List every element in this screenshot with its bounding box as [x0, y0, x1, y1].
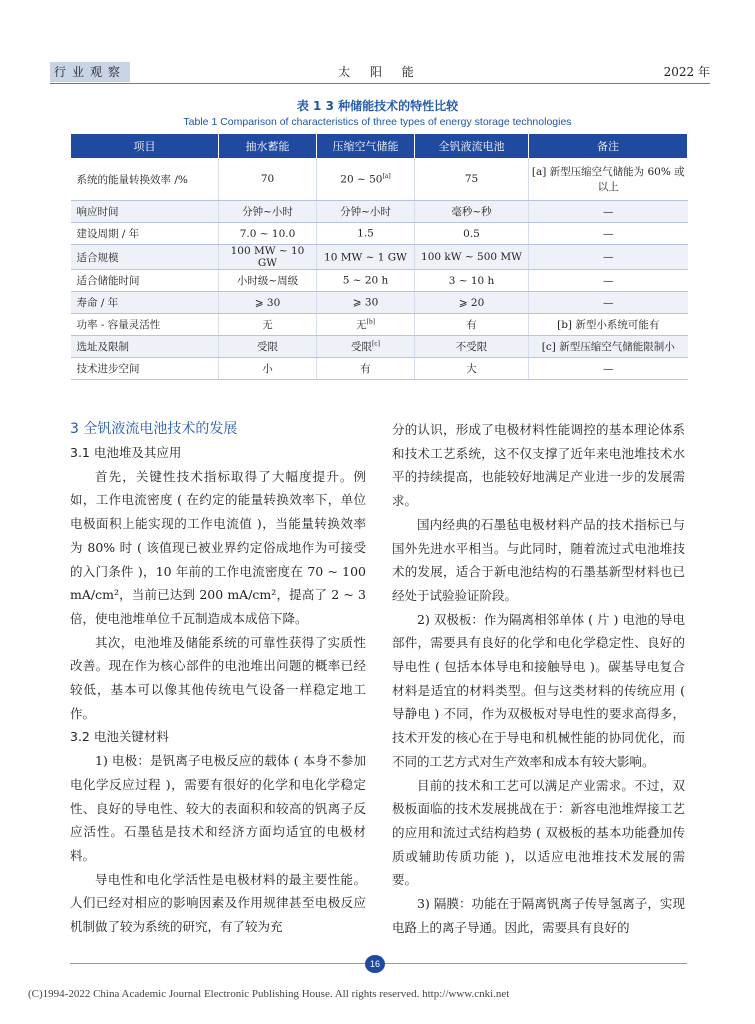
cell-vrfb-text: 大	[466, 363, 477, 375]
cell-item	[71, 270, 219, 292]
cell-pumped	[219, 358, 317, 380]
cell-caes	[317, 292, 415, 314]
cell-note	[529, 158, 688, 201]
cell-item	[71, 336, 219, 358]
cell-caes	[317, 270, 415, 292]
cell-vrfb	[415, 245, 529, 270]
subsection-heading-3-1: 3.1 电池堆及其应用	[70, 445, 182, 460]
cell-caes-text: 5 ~ 20 h	[342, 274, 389, 287]
cell-caes	[317, 201, 415, 223]
paragraph: 3) 隔膜：功能在于隔离钒离子传导氢离子，实现电路上的离子导通。因此，需要具有良好的	[392, 896, 685, 935]
journal-name: 太 阳 能	[338, 65, 422, 79]
cell-vrfb-text: 3 ~ 10 h	[448, 274, 495, 287]
table-row	[71, 223, 688, 245]
table-caption-en: Table 1 Comparison of characteristics of three types of energy storage technologies	[183, 116, 572, 128]
cell-vrfb-text: ⩾ 20	[458, 296, 485, 309]
cell-pumped	[219, 223, 317, 245]
cell-item	[71, 314, 219, 336]
col-header-vrfb: 全钒液流电池	[415, 134, 529, 158]
paragraph: 首先，关键性技术指标取得了大幅度提升。例如，工作电流密度 ( 在约定的能量转换效率下，单位电极面积上能实现的工作电流值 )，当能量转换效率为 80% 时 ( 该值现已被业界约定俗成地作为可接受的入门条件 )，10 年前的工作电流密度在 70 ~ 100 mA/cm²，当前已达到 200 mA/cm²，提高了 2 ~ 3 倍，使电池堆单位千瓦制造成本成倍下降。	[70, 468, 366, 626]
cell-pumped-text: 分钟~小时	[242, 206, 293, 218]
cell-item	[71, 245, 219, 270]
cell-pumped-text: 100 MW ~ 10 GW	[230, 245, 305, 269]
cell-pumped	[219, 336, 317, 358]
paragraph: 导电性和电化学活性是电极材料的最主要性能。人们已经对相应的影响因素及作用规律甚至电极反应机制做了较为系统的研究，有了较为充	[70, 871, 366, 935]
cell-pumped	[219, 201, 317, 223]
cell-vrfb	[415, 314, 529, 336]
cell-caes-text: 分钟~小时	[340, 206, 391, 218]
cell-item-text: 响应时间	[76, 206, 119, 218]
paragraph: 国内经典的石墨毡电极材料产品的技术指标已与国外先进水平相当。与此同时，随着流过式电池堆技术的发展，适合于新电池结构的石墨基新型材料也已经处于试验验证阶段。	[392, 516, 685, 603]
cell-note-text: —	[603, 251, 614, 263]
cell-caes-text: 无	[355, 319, 367, 331]
table-row	[71, 292, 688, 314]
cell-note	[529, 314, 688, 336]
cell-caes	[317, 358, 415, 380]
paragraph: 2) 双极板：作为隔离相邻单体 ( 片 ) 电池的导电部件，需要具有良好的化学和电化学稳定性、良好的导电性 ( 包括本体导电和接触导电 )。碳基导电复合材料是适宜的材料类型。但与这类材料的传统应用 ( 导静电 ) 不同，作为双极板对导电性的要求高得多，技术开发的核心在于导电和机械性能的协同优化，而不同的工艺方式对生产效率和成本有较大影响。	[392, 611, 685, 769]
paragraph: 1) 电极：是钒离子电极反应的载体 ( 本身不参加电化学反应过程 )，需要有很好的化学和电化学稳定性、良好的导电性、较大的表面积和较高的钒离子反应活性。石墨毡是技术和经济方面均适宜的电极材料。	[70, 753, 366, 863]
cell-caes	[317, 223, 415, 245]
right-column	[392, 418, 685, 939]
running-header	[50, 62, 710, 82]
page-number: 16	[365, 955, 385, 973]
cell-item-text: 寿命 / 年	[76, 297, 119, 309]
col-header-item: 项目	[71, 134, 219, 158]
table-row	[71, 336, 688, 358]
cell-item-text: 功率 - 容量灵活性	[76, 319, 161, 331]
paragraph: 目前的技术和工艺可以满足产业需求。不过，双极板面临的技术发展挑战在于：新容电池堆焊接工艺的应用和流过式结构趋势 ( 双极板的基本功能叠加传质或辅助传质功能 )，以适应电池堆技术发展的需要。	[392, 777, 685, 888]
table-row	[71, 201, 688, 223]
cell-note-text: —	[603, 205, 614, 218]
cell-vrfb	[415, 336, 529, 358]
cell-caes-text: 10 MW ~ 1 GW	[324, 251, 407, 264]
col-header-note: 备注	[529, 134, 688, 158]
cell-vrfb	[415, 292, 529, 314]
footnote-marker: [a]	[382, 172, 391, 180]
cell-item	[71, 223, 219, 245]
cell-vrfb	[415, 223, 529, 245]
cell-vrfb-text: 有	[466, 319, 477, 331]
cell-note	[529, 245, 688, 270]
table-row	[71, 158, 688, 201]
cell-note-text: [b] 新型小系统可能有	[557, 319, 660, 331]
cell-vrfb-text: 0.5	[463, 227, 480, 240]
cell-vrfb	[415, 358, 529, 380]
cell-item-text: 适合规模	[76, 251, 119, 264]
cell-vrfb-text: 75	[464, 173, 479, 185]
cell-vrfb	[415, 270, 529, 292]
cell-caes-text: 有	[360, 363, 371, 375]
copyright-footer: (C)1994-2022 China Academic Journal Electronic Publishing House. All rights reserved. http://www.cnki.net	[28, 988, 510, 1000]
cell-note	[529, 358, 688, 380]
cell-vrfb-text: 不受限	[455, 341, 488, 353]
cell-pumped-text: 无	[262, 319, 273, 331]
cell-caes-text: 20 ~ 50	[340, 173, 383, 186]
subsection-heading-3-2: 3.2 电池关键材料	[70, 729, 169, 745]
cell-caes-text: 受限	[350, 341, 372, 353]
cell-pumped	[219, 314, 317, 336]
cell-item	[71, 358, 219, 380]
cell-note-text: —	[603, 227, 614, 240]
cell-caes	[317, 158, 415, 201]
cell-pumped-text: 受限	[257, 341, 278, 353]
cell-caes	[317, 245, 415, 270]
cell-caes	[317, 336, 415, 358]
table-row	[71, 270, 688, 292]
section-heading: 3 全钒液流电池技术的发展	[70, 421, 238, 437]
cell-item-text: 技术进步空间	[76, 363, 140, 375]
cell-note-text: —	[603, 296, 614, 309]
left-column	[70, 418, 366, 939]
cell-note	[529, 292, 688, 314]
cell-pumped	[219, 245, 317, 270]
cell-item	[71, 158, 219, 201]
cell-item-text: 建设周期 / 年	[76, 228, 140, 240]
cell-note-text: [c] 新型压缩空气储能限制小	[541, 341, 675, 353]
cell-pumped-text: 小	[262, 363, 273, 375]
cell-item-text: 适合储能时间	[76, 275, 140, 287]
table-caption-cn: 表 1 3 种储能技术的特性比较	[296, 99, 459, 113]
cell-note-text: —	[603, 362, 614, 375]
cell-pumped-text: ⩾ 30	[254, 296, 281, 309]
cell-pumped	[219, 158, 317, 201]
col-header-caes: 压缩空气储能	[317, 134, 415, 158]
section-label: 行业观察	[50, 62, 130, 82]
cell-vrfb-text: 100 kW ~ 500 MW	[421, 251, 522, 263]
cell-vrfb	[415, 201, 529, 223]
cell-note	[529, 223, 688, 245]
cell-pumped-text: 70	[260, 173, 275, 185]
col-header-pumped: 抽水蓄能	[219, 134, 317, 158]
journal-year: 2022 年	[663, 65, 710, 79]
cell-vrfb-text: 毫秒~秒	[451, 206, 492, 218]
cell-note-text: —	[603, 274, 614, 287]
cell-pumped	[219, 270, 317, 292]
table-row	[71, 245, 688, 270]
cell-caes	[317, 314, 415, 336]
footnote-marker: [c]	[371, 340, 381, 348]
cell-caes-text: ⩾ 30	[352, 296, 379, 309]
paragraph: 分的认识，形成了电极材料性能调控的基本理论体系和技术工艺系统，这不仅支撑了近年来电池堆技术水平的持续提高，也能较好地满足产业进一步的发展需求。	[392, 422, 685, 509]
cell-note-text: [a] 新型压缩空气储能为 60% 或以上	[531, 166, 685, 193]
footnote-marker: [b]	[366, 318, 376, 326]
cell-note	[529, 270, 688, 292]
table-row	[71, 358, 688, 380]
comparison-table	[70, 134, 688, 380]
cell-item-text: 选址及限制	[76, 341, 129, 353]
cell-vrfb	[415, 158, 529, 201]
cell-caes-text: 1.5	[357, 227, 374, 240]
cell-note	[529, 201, 688, 223]
cell-note	[529, 336, 688, 358]
cell-item-text: 系统的能量转换效率 /%	[76, 173, 188, 186]
header-rule	[50, 83, 710, 84]
cell-item	[71, 292, 219, 314]
cell-item	[71, 201, 219, 223]
paragraph: 其次，电池堆及储能系统的可靠性获得了实质性改善。现在作为核心部件的电池堆出问题的概率已经较低，基本可以像其他传统电气设备一样稳定地工作。	[70, 634, 366, 721]
table-row	[71, 314, 688, 336]
cell-pumped	[219, 292, 317, 314]
cell-pumped-text: 小时级~周级	[236, 275, 299, 287]
cell-pumped-text: 7.0 ~ 10.0	[239, 227, 296, 240]
